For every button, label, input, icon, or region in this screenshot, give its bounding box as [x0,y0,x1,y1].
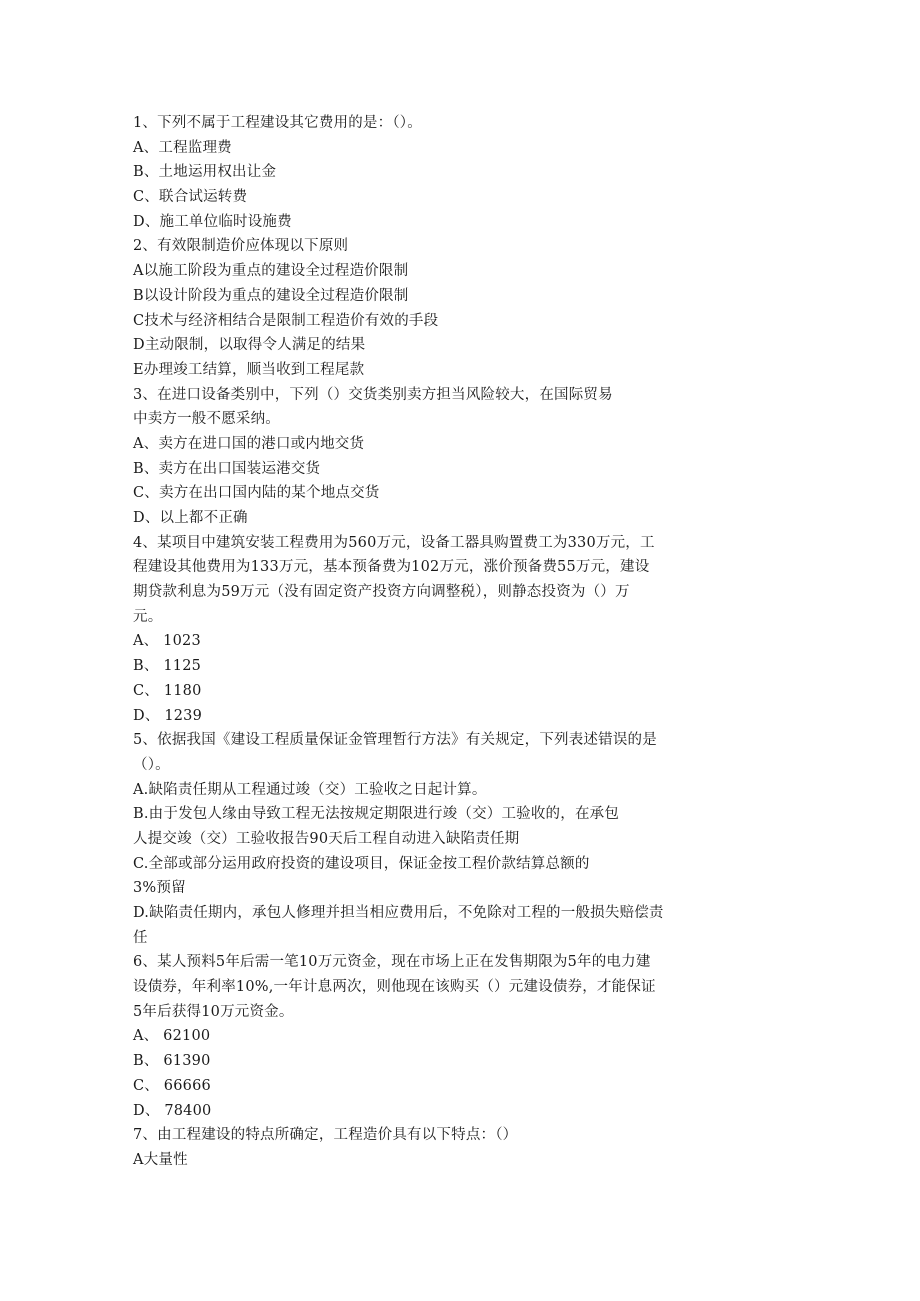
question-2-option-d: D主动限制，以取得令人满足的结果 [133,337,366,354]
question-5-option-c: C.全部或部分运用政府投资的建设项目，保证金按工程价款结算总额的 [133,855,590,872]
question-7-option-a: A大量性 [133,1151,188,1168]
question-1-option-b: B、土地运用权出让金 [133,164,277,181]
question-6-option-b: B、 61390 [133,1053,211,1070]
question-1-option-a: A、工程监理费 [133,139,232,156]
question-5-option-d-cont: 任 [133,929,148,946]
question-2-option-a: A以施工阶段为重点的建设全过程造价限制 [133,263,409,280]
question-3-option-b: B、卖方在出口国装运港交货 [133,460,321,477]
question-7-stem: 7、由工程建设的特点所确定，工程造价具有以下特点：（） [133,1127,518,1144]
question-2-option-e: E办理竣工结算，顺当收到工程尾款 [133,361,365,378]
question-4-stem-cont-2: 期贷款利息为59万元（没有固定资产投资方向调整税），则静态投资为（）万 [133,584,630,601]
question-5-option-b: B.由于发包人缘由导致工程无法按规定期限进行竣（交）工验收的，在承包 [133,806,620,823]
question-3-option-d: D、以上都不正确 [133,510,248,526]
question-4-option-a: A、 1023 [133,633,201,650]
question-3-stem: 3、在进口设备类别中，下列（）交货类别卖方担当风险较大，在国际贸易 [133,386,613,403]
question-3-stem-cont: 中卖方一般不愿采纳。 [133,411,280,428]
question-2-stem: 2、有效限制造价应体现以下原则 [133,238,349,255]
question-4-stem: 4、某项目中建筑安装工程费用为560万元，设备工器具购置费工为330万元，工 [133,534,655,551]
question-5-stem: 5、依据我国《建设工程质量保证金管理暂行方法》有关规定，下列表述错误的是 [133,732,657,749]
question-6-option-c: C、 66666 [133,1077,211,1094]
question-5-option-c-cont: 3%预留 [133,880,186,897]
question-6-stem-cont-2: 5年后获得10万元资金。 [133,1003,294,1020]
question-2-option-c: C技术与经济相结合是限制工程造价有效的手段 [133,312,439,329]
question-4-option-c: C、 1180 [133,682,202,699]
question-4-stem-cont-1: 程建设其他费用为133万元，基本预备费为102万元，涨价预备费55万元，建设 [133,559,650,576]
question-6-stem: 6、某人预料5年后需一笔10万元资金，现在市场上正在发售期限为5年的电力建 [133,954,651,971]
question-3-option-a: A、卖方在进口国的港口或内地交货 [133,435,365,452]
question-6-option-d: D、 78400 [133,1102,212,1119]
question-2-option-b: B以设计阶段为重点的建设全过程造价限制 [133,287,409,304]
question-5-option-d: D.缺陷责任期内，承包人修理并担当相应费用后，不免除对工程的一般损失赔偿责 [133,905,664,921]
question-5-stem-cont: （）。 [133,756,170,773]
question-6-option-a: A、 62100 [133,1028,211,1045]
question-4-stem-cont-3: 元。 [133,608,163,625]
document-body [133,111,693,1173]
question-6-stem-cont-1: 设债券，年利率10%,一年计息两次，则他现在该购买（）元建设债券，才能保证 [133,979,656,996]
question-5-option-a: A.缺陷责任期从工程通过竣（交）工验收之日起计算。 [133,781,487,798]
question-4-option-b: B、 1125 [133,658,202,675]
question-1-stem: 1、下列不属于工程建设其它费用的是：（）。 [133,115,422,131]
question-3-option-c: C、卖方在出口国内陆的某个地点交货 [133,485,380,502]
question-1-option-c: C、联合试运转费 [133,189,248,206]
question-5-option-b-cont: 人提交竣（交）工验收报告90天后工程自动进入缺陷责任期 [133,830,520,847]
question-1-option-d: D、施工单位临时设施费 [133,213,292,230]
question-4-option-d: D、 1239 [133,707,203,724]
